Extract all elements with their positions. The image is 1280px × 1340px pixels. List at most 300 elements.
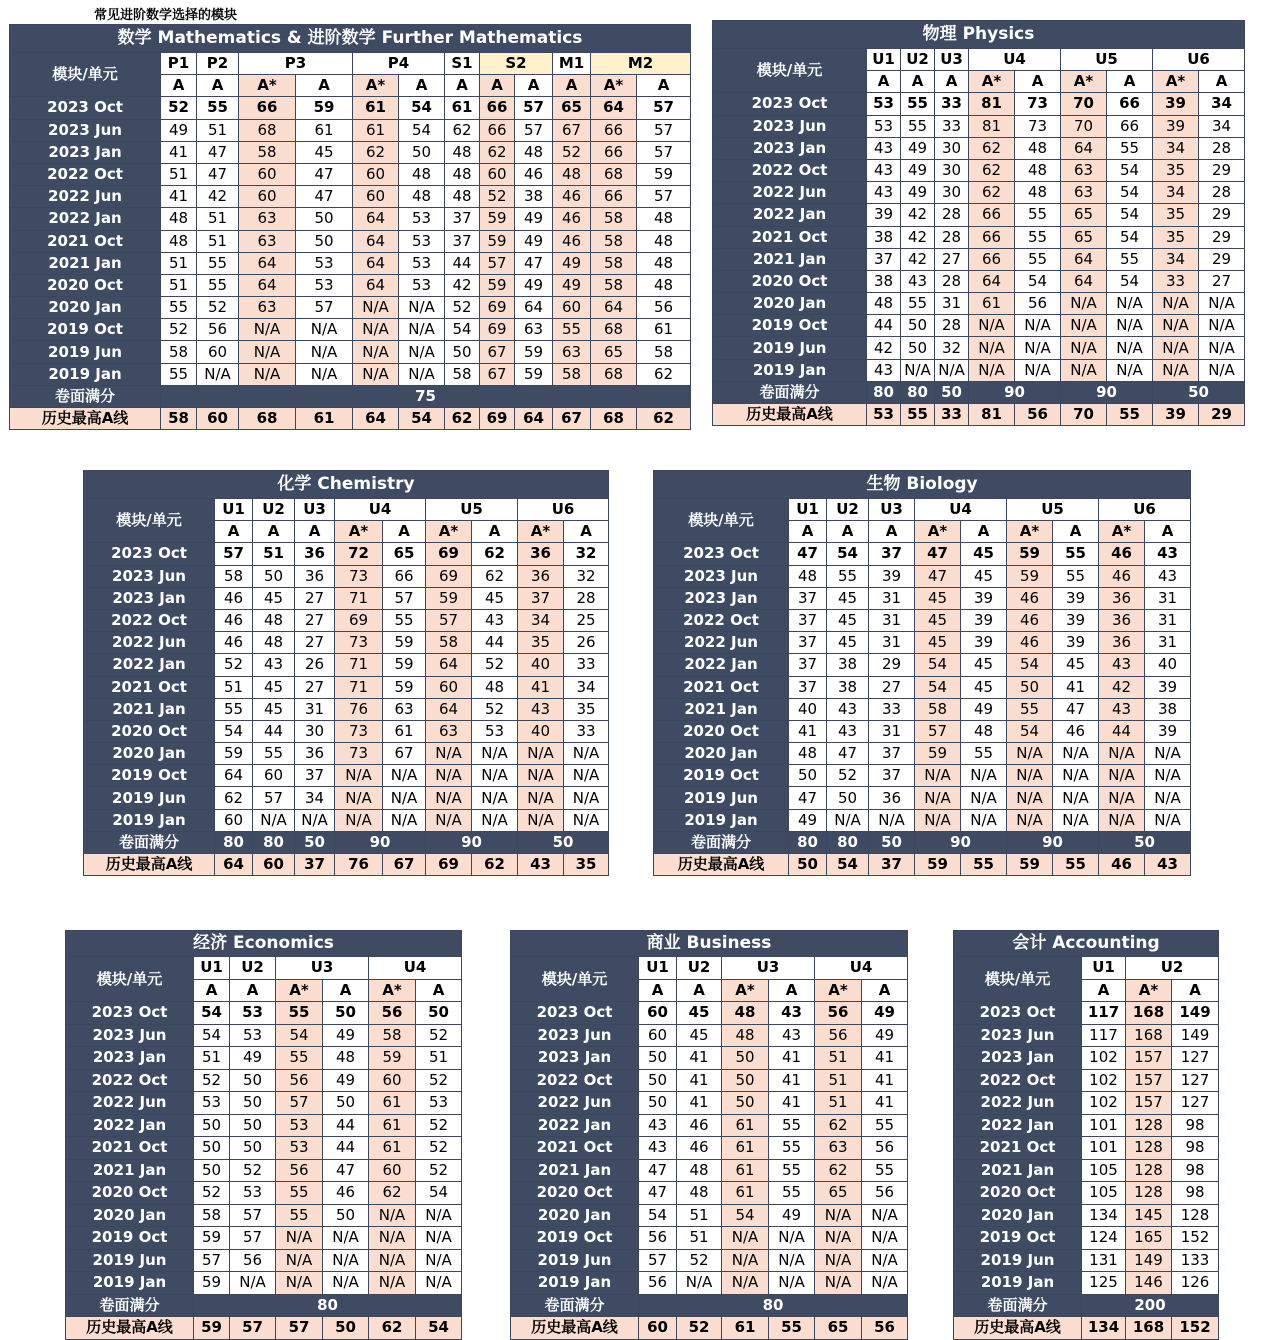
math-grade-header: A (296, 75, 353, 97)
biology-row-label: 2023 Jun (654, 565, 789, 587)
biology-cell: 39 (1053, 609, 1099, 631)
chemistry-cell: 27 (295, 587, 335, 609)
biology-row-label: 2019 Oct (654, 765, 789, 787)
math-title: 数学 Mathematics & 进阶数学 Further Mathematics (10, 25, 691, 53)
biology-cell: 43 (1145, 543, 1191, 565)
chemistry-max-value: 35 (564, 854, 609, 876)
economics-cell: 50 (230, 1092, 276, 1115)
biology-cell: 45 (961, 676, 1007, 698)
biology-max-value: 37 (869, 854, 915, 876)
chemistry-cell: 50 (253, 565, 295, 587)
physics-unit-u3: U3 (935, 49, 969, 71)
chemistry-cell: N/A (383, 765, 426, 787)
accounting-grade-header: A (1082, 979, 1126, 1002)
math-max-value: 69 (480, 408, 515, 430)
economics-cell: 50 (323, 1092, 369, 1115)
math-cell: 67 (553, 119, 591, 141)
economics-cell: 58 (194, 1204, 230, 1227)
math-cell: 61 (637, 319, 691, 341)
math-cell: 53 (399, 274, 445, 296)
biology-cell: 41 (789, 720, 827, 742)
physics-cell: 64 (1061, 248, 1107, 270)
economics-cell: 49 (230, 1047, 276, 1070)
physics-row-label: 2021 Jan (713, 248, 867, 270)
physics-title: 物理 Physics (713, 21, 1245, 49)
business-grade-header: A (677, 979, 722, 1002)
physics-row-2022-jan (713, 204, 1245, 226)
business-cell: 55 (769, 1159, 815, 1182)
math-cell: 38 (515, 186, 553, 208)
math-row-2022-jan (10, 208, 691, 230)
business-row-label: 2019 Jun (511, 1249, 639, 1272)
math-cell: 37 (445, 208, 480, 230)
physics-cell: 42 (901, 226, 935, 248)
business-cell: 45 (677, 1002, 722, 1025)
economics-unit-u3: U3 (276, 957, 369, 980)
biology-cell: N/A (915, 787, 961, 809)
physics-cell: 35 (1153, 159, 1199, 181)
math-cell: 50 (399, 141, 445, 163)
chemistry-cell: N/A (426, 743, 472, 765)
biology-cell: 40 (1145, 654, 1191, 676)
chemistry-cell: 44 (472, 632, 518, 654)
accounting-row-label: 2020 Jan (954, 1204, 1082, 1227)
chemistry-cell: 46 (215, 587, 253, 609)
business-cell: 56 (815, 1002, 862, 1025)
physics-module-header: 模块/单元 (713, 49, 867, 93)
physics-cell: 66 (1107, 93, 1153, 115)
business-cell: N/A (815, 1204, 862, 1227)
math-cell: 64 (353, 252, 399, 274)
physics-cell: 63 (1061, 182, 1107, 204)
biology-full-marks-value: 90 (1007, 831, 1099, 853)
biology-cell: 47 (915, 543, 961, 565)
physics-row-2023-jan (713, 137, 1245, 159)
accounting-full-marks-value: 200 (1082, 1294, 1219, 1317)
biology-grade-header: A (961, 521, 1007, 543)
chemistry-row-2023-oct (84, 543, 609, 565)
business-cell: 41 (862, 1069, 908, 1092)
accounting-grade-header: A* (1126, 979, 1172, 1002)
business-cell: 62 (815, 1114, 862, 1137)
biology-title: 生物 Biology (654, 471, 1191, 499)
chemistry-cell: 37 (295, 765, 335, 787)
biology-cell: 54 (1007, 654, 1053, 676)
chemistry-cell: 28 (564, 587, 609, 609)
accounting-cell: 145 (1126, 1204, 1172, 1227)
economics-row-label: 2019 Oct (66, 1227, 194, 1250)
physics-max-value: 56 (1015, 404, 1061, 426)
math-full-marks-label: 卷面满分 (10, 385, 161, 407)
biology-cell: 50 (789, 765, 827, 787)
business-cell: 48 (722, 1002, 769, 1025)
chemistry-cell: 71 (335, 676, 383, 698)
chemistry-cell: 62 (472, 565, 518, 587)
economics-row-label: 2021 Jan (66, 1159, 194, 1182)
chemistry-max-value: 60 (253, 854, 295, 876)
accounting-cell: 102 (1082, 1069, 1126, 1092)
math-cell: 66 (591, 186, 637, 208)
accounting-cell: 157 (1126, 1069, 1172, 1092)
chemistry-cell: N/A (472, 787, 518, 809)
math-cell: 58 (553, 363, 591, 385)
economics-cell: N/A (323, 1272, 369, 1295)
math-cell: N/A (296, 319, 353, 341)
chemistry-cell: 34 (518, 609, 564, 631)
math-cell: 58 (161, 341, 197, 363)
math-cell: 60 (553, 297, 591, 319)
math-cell: 37 (445, 230, 480, 252)
physics-max-value: 81 (969, 404, 1015, 426)
chemistry-cell: 41 (518, 676, 564, 698)
math-cell: 62 (637, 363, 691, 385)
math-max-value: 64 (353, 408, 399, 430)
physics-cell: 53 (867, 115, 901, 137)
chemistry-cell: 60 (253, 765, 295, 787)
economics-cell: 55 (276, 1002, 323, 1025)
biology-cell: 43 (827, 698, 869, 720)
chemistry-row-2020-oct (84, 720, 609, 742)
math-cell: N/A (353, 297, 399, 319)
math-cell: 48 (399, 186, 445, 208)
math-cell: 52 (161, 319, 197, 341)
physics-row-2023-oct (713, 93, 1245, 115)
math-cell: 59 (480, 274, 515, 296)
business-cell: 45 (677, 1024, 722, 1047)
math-grade-header: A* (591, 75, 637, 97)
economics-row-label: 2023 Jun (66, 1024, 194, 1047)
chemistry-table (83, 470, 609, 876)
biology-row-2020-jan (654, 743, 1191, 765)
physics-cell: 28 (1199, 182, 1245, 204)
math-cell: 60 (480, 163, 515, 185)
economics-cell: N/A (416, 1272, 462, 1295)
chemistry-row-label: 2021 Oct (84, 676, 215, 698)
physics-row-2022-oct (713, 159, 1245, 181)
physics-cell: 54 (1015, 270, 1061, 292)
biology-cell: 31 (1145, 632, 1191, 654)
math-cell: 58 (591, 252, 637, 274)
biology-cell: N/A (1007, 787, 1053, 809)
chemistry-cell: 45 (253, 698, 295, 720)
math-cell: 66 (480, 119, 515, 141)
math-cell: 60 (239, 186, 296, 208)
physics-row-label: 2022 Oct (713, 159, 867, 181)
economics-cell: 57 (276, 1092, 323, 1115)
economics-row-2021-jan (66, 1159, 462, 1182)
math-row-2023-jun (10, 119, 691, 141)
accounting-cell: 146 (1126, 1272, 1172, 1295)
business-cell: 56 (815, 1024, 862, 1047)
math-cell: 64 (591, 297, 637, 319)
physics-cell: 43 (867, 137, 901, 159)
business-cell: N/A (769, 1272, 815, 1295)
chemistry-cell: 63 (383, 698, 426, 720)
economics-row-label: 2022 Oct (66, 1069, 194, 1092)
economics-max-value: 57 (276, 1317, 323, 1340)
economics-row-label: 2022 Jun (66, 1092, 194, 1115)
biology-cell: 43 (1145, 565, 1191, 587)
biology-full-marks-value: 50 (869, 831, 915, 853)
accounting-row-2021-jan (954, 1159, 1219, 1182)
chemistry-cell: 72 (335, 543, 383, 565)
physics-cell: 35 (1153, 226, 1199, 248)
business-cell: 54 (639, 1204, 677, 1227)
biology-grade-header: A (1145, 521, 1191, 543)
chemistry-cell: 35 (564, 698, 609, 720)
math-cell: N/A (296, 363, 353, 385)
math-cell: 55 (197, 97, 239, 119)
business-cell: 41 (862, 1047, 908, 1070)
chemistry-row-2021-jan (84, 698, 609, 720)
math-cell: 57 (515, 97, 553, 119)
math-cell: 62 (353, 141, 399, 163)
business-cell: 60 (639, 1024, 677, 1047)
biology-cell: N/A (1007, 765, 1053, 787)
physics-max-value: 29 (1199, 404, 1245, 426)
chemistry-cell: 69 (426, 565, 472, 587)
math-cell: 48 (445, 163, 480, 185)
chemistry-row-label: 2022 Jan (84, 654, 215, 676)
economics-cell: 57 (230, 1204, 276, 1227)
economics-cell: 62 (369, 1182, 416, 1205)
math-row-label: 2020 Oct (10, 274, 161, 296)
accounting-cell: 117 (1082, 1024, 1126, 1047)
economics-cell: 50 (230, 1069, 276, 1092)
math-cell: 57 (515, 119, 553, 141)
math-cell: 48 (637, 230, 691, 252)
biology-row-label: 2020 Jan (654, 743, 789, 765)
math-cell: 53 (296, 252, 353, 274)
chemistry-grade-header: A (295, 521, 335, 543)
chemistry-grade-header: A* (426, 521, 472, 543)
economics-row-2019-jan (66, 1272, 462, 1295)
physics-grade-header: A* (969, 71, 1015, 93)
business-max-row (511, 1317, 908, 1340)
chemistry-cell: 63 (426, 720, 472, 742)
economics-row-label: 2021 Oct (66, 1137, 194, 1160)
physics-max-value: 53 (867, 404, 901, 426)
chemistry-row-2022-oct (84, 609, 609, 631)
business-cell: N/A (862, 1249, 908, 1272)
economics-cell: 52 (194, 1182, 230, 1205)
business-cell: 41 (677, 1047, 722, 1070)
physics-cell: 28 (935, 315, 969, 337)
biology-grade-header: A (789, 521, 827, 543)
physics-full-marks-value: 80 (901, 381, 935, 403)
business-max-value: 65 (815, 1317, 862, 1340)
economics-cell: 57 (194, 1249, 230, 1272)
chemistry-cell: N/A (335, 765, 383, 787)
math-row-2023-oct (10, 97, 691, 119)
economics-row-2022-jun (66, 1092, 462, 1115)
physics-cell: 43 (867, 159, 901, 181)
math-cell: 58 (591, 208, 637, 230)
physics-cell: 37 (867, 248, 901, 270)
chemistry-cell: 45 (253, 676, 295, 698)
math-cell: 46 (515, 163, 553, 185)
business-cell: 47 (639, 1182, 677, 1205)
physics-cell: 28 (1199, 137, 1245, 159)
economics-cell: 50 (230, 1137, 276, 1160)
biology-cell: N/A (961, 809, 1007, 831)
chemistry-cell: 64 (426, 698, 472, 720)
economics-cell: N/A (276, 1227, 323, 1250)
chemistry-cell: 25 (564, 609, 609, 631)
economics-cell: 49 (323, 1024, 369, 1047)
physics-cell: N/A (1199, 315, 1245, 337)
chemistry-cell: N/A (564, 787, 609, 809)
math-row-label: 2021 Oct (10, 230, 161, 252)
business-row-label: 2020 Jan (511, 1204, 639, 1227)
accounting-cell: 149 (1172, 1002, 1219, 1025)
chemistry-row-2019-jun (84, 787, 609, 809)
biology-cell: 37 (869, 765, 915, 787)
business-unit-u2: U2 (677, 957, 722, 980)
math-row-label: 2019 Oct (10, 319, 161, 341)
chemistry-row-label: 2019 Jun (84, 787, 215, 809)
accounting-cell: 98 (1172, 1159, 1219, 1182)
biology-row-2023-jan (654, 587, 1191, 609)
math-cell: 69 (480, 319, 515, 341)
physics-cell: 31 (935, 293, 969, 315)
math-cell: 50 (445, 341, 480, 363)
physics-unit-u6: U6 (1153, 49, 1245, 71)
math-cell: 58 (239, 141, 296, 163)
math-cell: 59 (515, 363, 553, 385)
economics-cell: 54 (276, 1024, 323, 1047)
biology-cell: 31 (869, 632, 915, 654)
business-cell: 56 (639, 1227, 677, 1250)
biology-row-2019-oct (654, 765, 1191, 787)
biology-cell: 48 (789, 743, 827, 765)
economics-cell: 51 (194, 1047, 230, 1070)
accounting-row-2022-jan (954, 1114, 1219, 1137)
math-cell: 51 (197, 119, 239, 141)
physics-cell: 29 (1199, 159, 1245, 181)
chemistry-cell: 54 (215, 720, 253, 742)
math-cell: 63 (239, 230, 296, 252)
economics-cell: 54 (194, 1002, 230, 1025)
business-cell: 56 (862, 1182, 908, 1205)
accounting-row-label: 2022 Jun (954, 1092, 1082, 1115)
biology-cell: N/A (827, 809, 869, 831)
biology-unit-u3: U3 (869, 499, 915, 521)
economics-cell: 50 (230, 1114, 276, 1137)
biology-cell: N/A (1007, 743, 1053, 765)
business-cell: 65 (815, 1182, 862, 1205)
chemistry-max-row (84, 854, 609, 876)
chemistry-cell: 55 (215, 698, 253, 720)
business-max-value: 60 (639, 1317, 677, 1340)
chemistry-cell: 76 (335, 698, 383, 720)
biology-cell: 47 (827, 743, 869, 765)
math-cell: 55 (161, 363, 197, 385)
physics-cell: 44 (867, 315, 901, 337)
accounting-cell: 157 (1126, 1047, 1172, 1070)
math-cell: 59 (296, 97, 353, 119)
math-cell: 65 (591, 341, 637, 363)
chemistry-cell: 36 (295, 743, 335, 765)
accounting-cell: 128 (1126, 1137, 1172, 1160)
business-cell: 49 (769, 1204, 815, 1227)
math-cell: 47 (296, 163, 353, 185)
economics-cell: 60 (369, 1159, 416, 1182)
business-grade-header: A* (815, 979, 862, 1002)
math-cell: 57 (637, 141, 691, 163)
accounting-cell: 125 (1082, 1272, 1126, 1295)
economics-grade-header: A (230, 979, 276, 1002)
chemistry-cell: N/A (383, 809, 426, 831)
economics-title: 经济 Economics (66, 931, 462, 957)
economics-full-marks-row (66, 1294, 462, 1317)
business-units-row (511, 957, 908, 980)
physics-cell: 43 (867, 359, 901, 381)
business-row-2021-jan (511, 1159, 908, 1182)
physics-cell: 27 (1199, 270, 1245, 292)
chemistry-cell: 55 (383, 609, 426, 631)
economics-cell: 48 (323, 1047, 369, 1070)
math-max-value: 64 (515, 408, 553, 430)
physics-row-label: 2020 Jan (713, 293, 867, 315)
physics-cell: 66 (969, 248, 1015, 270)
math-row-label: 2019 Jan (10, 363, 161, 385)
biology-cell: 45 (915, 609, 961, 631)
chemistry-cell: 73 (335, 632, 383, 654)
biology-cell: 31 (1145, 587, 1191, 609)
economics-row-2022-jan (66, 1114, 462, 1137)
physics-cell: N/A (935, 359, 969, 381)
business-cell: 41 (862, 1092, 908, 1115)
chemistry-unit-u4: U4 (335, 499, 426, 521)
physics-row-2022-jun (713, 182, 1245, 204)
chemistry-cell: 48 (253, 632, 295, 654)
math-grade-header: A (197, 75, 239, 97)
biology-cell: 47 (789, 787, 827, 809)
math-cell: 47 (197, 163, 239, 185)
accounting-cell: 102 (1082, 1092, 1126, 1115)
physics-cell: 42 (901, 204, 935, 226)
math-full-marks-value: 75 (161, 385, 691, 407)
accounting-row-label: 2023 Jun (954, 1024, 1082, 1047)
math-cell: 54 (445, 319, 480, 341)
physics-unit-u1: U1 (867, 49, 901, 71)
business-cell: 56 (639, 1272, 677, 1295)
chemistry-cell: 64 (426, 654, 472, 676)
business-full-marks-row (511, 1294, 908, 1317)
economics-row-2019-oct (66, 1227, 462, 1250)
economics-cell: 54 (194, 1024, 230, 1047)
physics-cell: 65 (1061, 226, 1107, 248)
accounting-cell: 101 (1082, 1114, 1126, 1137)
economics-cell: N/A (276, 1249, 323, 1272)
biology-cell: 45 (961, 654, 1007, 676)
biology-row-label: 2019 Jan (654, 809, 789, 831)
physics-cell: 38 (867, 226, 901, 248)
chemistry-grade-header: A (383, 521, 426, 543)
physics-cell: N/A (1015, 359, 1061, 381)
physics-cell: 73 (1015, 115, 1061, 137)
physics-full-marks-value: 90 (969, 381, 1061, 403)
physics-cell: N/A (1061, 337, 1107, 359)
math-cell: 50 (296, 208, 353, 230)
math-cell: N/A (353, 363, 399, 385)
economics-cell: N/A (230, 1272, 276, 1295)
chemistry-module-header: 模块/单元 (84, 499, 215, 543)
biology-cell: 59 (1007, 543, 1053, 565)
economics-cell: 53 (230, 1002, 276, 1025)
math-grade-header: A (480, 75, 515, 97)
